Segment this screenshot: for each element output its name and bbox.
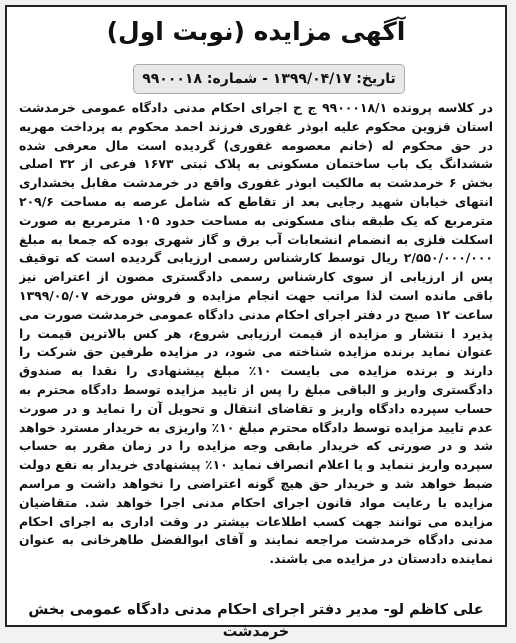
signature-line: علی کاظم لو- مدیر دفتر اجرای احکام مدنی دادگاه عمومی بخش خرمدشت [28,602,484,640]
notice-title: آگهی مزایده (نوبت اول) [106,17,406,46]
notice-frame [5,5,507,640]
date-number-bar: تاریخ: ۱۳۹۹/۰۴/۱۷ - شماره: ۹۹۰۰۰۱۸ [133,64,405,94]
notice-body: در کلاسه پرونده ۹۹۰۰۰۱۸/۱ ج ح اجرای احکام مدنی دادگاه عمومی خرمدشت استان قزوین محکوم علیه ابوذر غفوری فرزند احمد محکوم به پرداخت مهریه در حق محکوم له (خانم معصومه غفوری) گردیده است مال معرفی شده ششدانگ یک باب ساختمان مسکونی به پلاک ثبتی ۱۶۷۳ فرعی از ۳۲ اصلی بخش ۶ خرمدشت به مالکیت ابوذر غفوری واقع در خرمدشت مقابل بخشداری انتهای خیابان شهید رجایی بعد از تقاطع که شامل عرصه به مساحت ۲۰۹/۶ مترمربع که یک طبقه بنای مسکونی به مساحت حدود ۱۰۵ مترمربع به صورت اسکلت فلزی به انضمام انشعابات آب برق و گاز شهری بوده که جمعا به مبلغ ۲/۵۵۰/۰۰۰/۰۰۰ ریال توسط کارشناس رسمی ارزیابی گردیده است که توقیف پس از ارزیابی از سوی کارشناس رسمی دادگستری مصون از اعتراض نیز باقی مانده است لذا مراتب جهت انجام مزایده و فروش مورخه ۱۳۹۹/۰۵/۰۷ ساعت ۱۲ صبح در دفتر اجرای احکام مدنی دادگاه عمومی خرمدشت صورت می پذیرد ا نتشار و مزایده از قیمت ارزیابی شروع، هر کس بالاترین قیمت را عنوان نماید برنده مزایده شناخته می شود، در مزایده طرفین حق شرکت را دارند و برنده مزایده می بایست ۱۰٪ مبلغ پیشنهادی را نقدا به صندوق دادگستری واریز و الباقی مبلغ را پس از تایید مزایده توسط دادگاه محترم به حساب سپرده دادگاه واریز و تقاضای انتقال و تحویل آن را نماید و در صورت عدم تایید مزایده توسط دادگاه محترم مبلغ ۱۰٪ واریزی به خریدار مسترد خواهد شد و در صورتی که خریدار مابقی وجه مزایده را در زمان مقرر به حساب سپرده واریز ننماید و یا اعلام انصراف نماید ۱۰٪ پیشنهادی خریدار به نفع دولت ضبط خواهد شد و خریدار حق هیچ گونه اعتراضی را نخواهد داشت و مراسم مزایده با رعایت مواد قانون اجرای احکام مدنی اجرا خواهد شد. متقاضیان مزایده می توانند جهت کسب اطلاعات بیشتر در وقت اداری به اجرای احکام مدنی دادگاه خرمدشت مراجعه نمایند و آقای ابوالفضل طاهرخانی به عنوان نماینده دادستان در مزایده می باشند. [19,100,493,567]
